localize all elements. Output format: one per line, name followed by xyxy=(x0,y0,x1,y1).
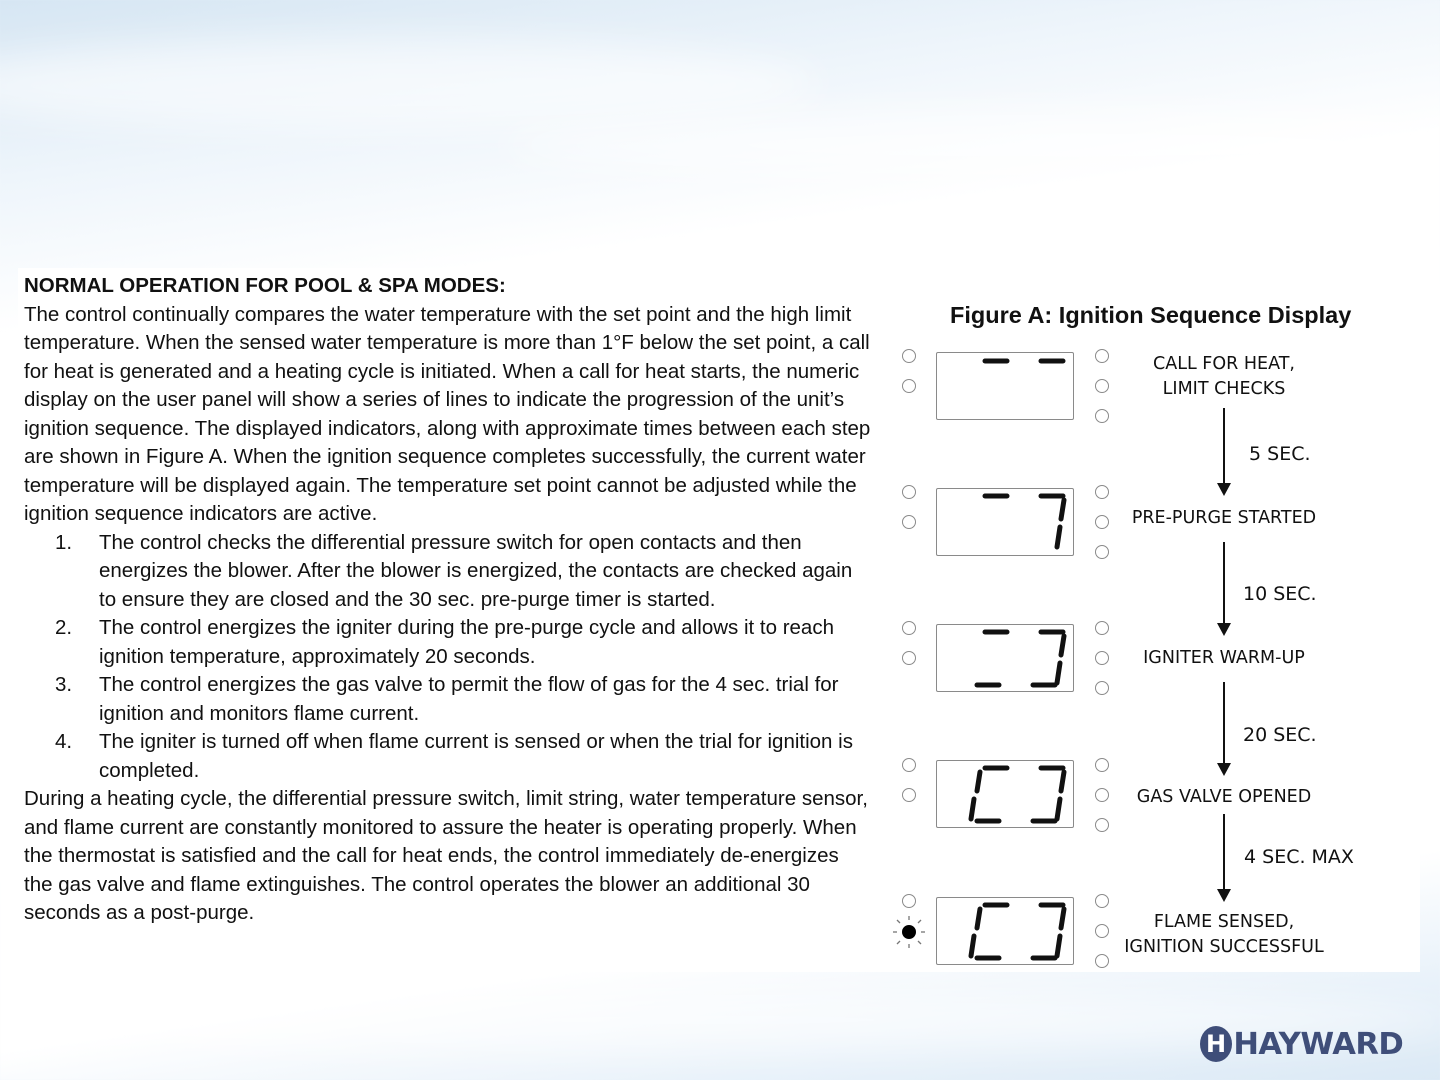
closing-paragraph: During a heating cycle, the differential pressure switch, limit string, water temperature sensor, and flame current are constantly monitored to assure the heater is operating properly. When the thermostat is satisfied and the call for heat ends, the control immediately de-energizes the gas valve and flame extinguishes. The control operates the blower an additional 30 seconds as a post-purge. xyxy=(24,787,868,924)
list-item xyxy=(24,728,872,785)
list-item xyxy=(24,529,872,615)
step-text: The control checks the differential pressure switch for open contacts and then energizes the blower. After the blower is energized, the contacts are checked again to ensure they are closed and the 30 sec. pre-purge timer is started. xyxy=(99,530,853,611)
interval-label: 4 SEC. MAX xyxy=(1244,846,1354,868)
steps-list xyxy=(24,529,872,786)
step-number: 1. xyxy=(55,530,73,554)
step-text: The control energizes the igniter during the pre-purge cycle and allows it to reach ignition temperature, approximately 20 seconds. xyxy=(99,616,834,668)
list-item xyxy=(24,614,872,671)
hayward-logo xyxy=(1200,1024,1402,1064)
interval-label: 5 SEC. xyxy=(1249,443,1311,465)
logo-text: HAYWARD xyxy=(1233,1026,1404,1062)
step-number: 4. xyxy=(55,730,73,753)
stage-label-line: GAS VALVE OPENED xyxy=(1136,787,1312,807)
stage-label-line: PRE-PURGE STARTED xyxy=(1131,508,1317,528)
stage-label-line: IGNITER WARM-UP xyxy=(1143,648,1305,668)
interval-label: 10 SEC. xyxy=(1243,583,1317,605)
step-text: The igniter is turned off when flame current is sensed or when the trial for ignition is completed. xyxy=(99,730,853,782)
stage-label-line: IGNITION SUCCESSFUL xyxy=(1124,937,1324,957)
stage-label-line: CALL FOR HEAT, xyxy=(1153,354,1295,374)
step-number: 3. xyxy=(55,673,73,696)
operation-text xyxy=(24,272,872,928)
step-number: 2. xyxy=(55,616,73,639)
stage-label-line: FLAME SENSED, xyxy=(1153,912,1295,932)
step-text: The control energizes the gas valve to permit the flow of gas for the 4 sec. trial for ignition and monitors flame current. xyxy=(99,673,839,725)
stage-label-line: LIMIT CHECKS xyxy=(1162,379,1286,399)
list-item xyxy=(24,671,872,728)
section-heading: NORMAL OPERATION FOR POOL & SPA MODES: xyxy=(24,274,506,297)
intro-paragraph: The control continually compares the water temperature with the set point and the high limit temperature. When the sensed water temperature is more than 1°F below the set point, a call for heat is generated and a heating cycle is initiated. When a call for heat starts, the numeric display on the user panel will show a series of lines to indicate the progression of the unit’s ignition sequence. The displayed indicators, along with approximate times between each step are shown in Figure A. When the ignition sequence completes successfully, the current water temperature will be displayed again. The temperature set point cannot be adjusted while the ignition sequence indicators are active. xyxy=(24,302,871,525)
background-streak xyxy=(0,40,820,130)
figure-title: Figure A: Ignition Sequence Display xyxy=(950,302,1352,328)
logo-badge-icon: H xyxy=(1200,1026,1232,1062)
interval-label: 20 SEC. xyxy=(1243,724,1317,746)
